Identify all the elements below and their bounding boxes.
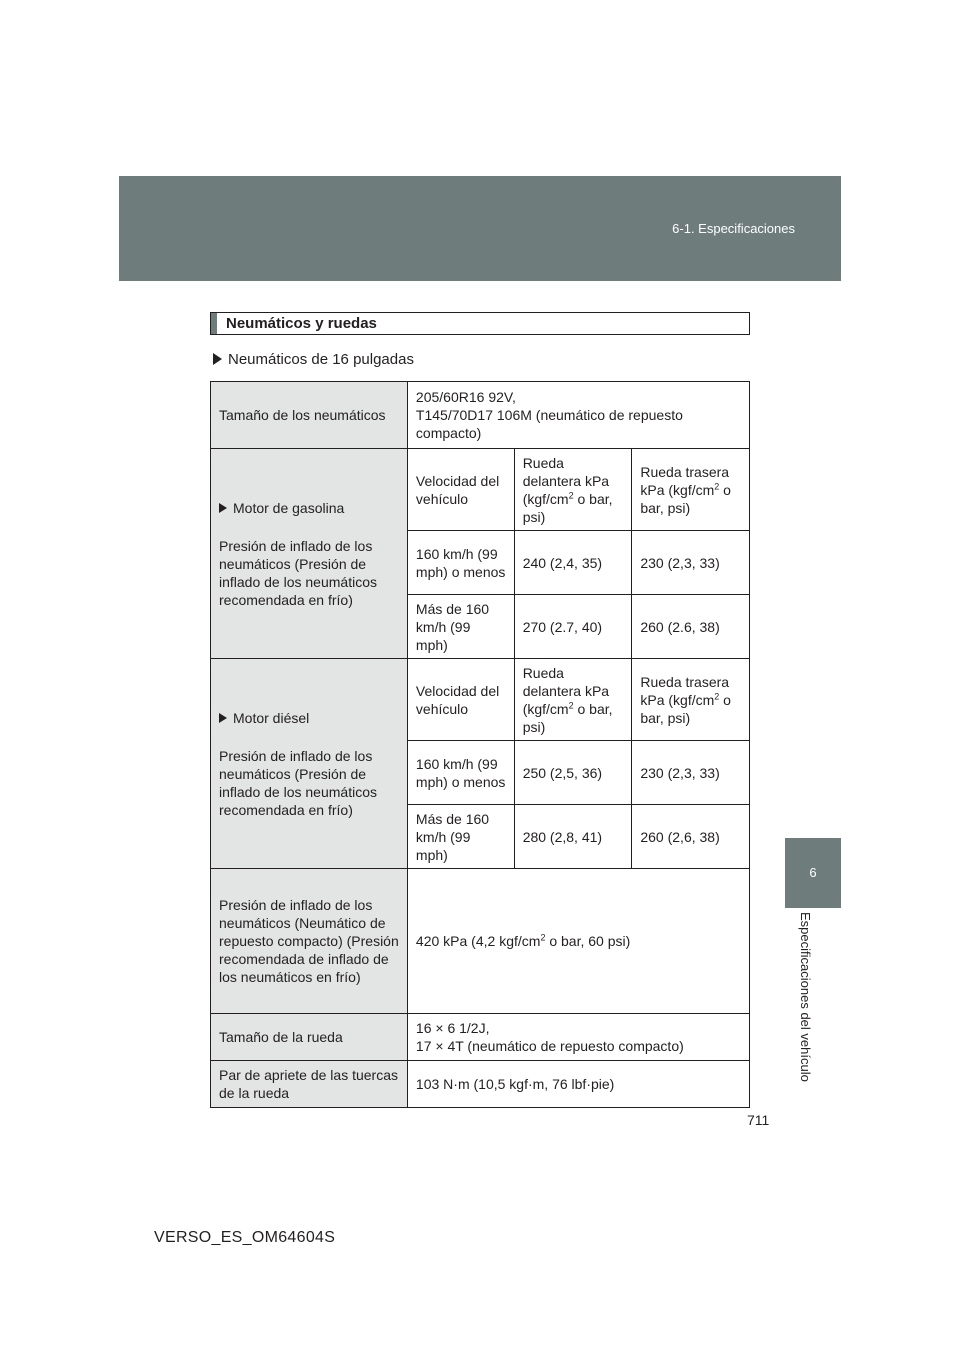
wheel-size-value (407, 1014, 749, 1061)
triangle-bullet-icon (219, 503, 227, 513)
triangle-bullet-icon (219, 713, 227, 723)
triangle-bullet-icon (213, 353, 222, 365)
gasoline-engine-text: Motor de gasolina (233, 499, 345, 516)
gasoline-col-front: Rueda delantera kPa ($kgf/cm^2$ o bar, psi) (514, 449, 632, 531)
table-row (211, 1061, 750, 1108)
tire-size-value (407, 382, 749, 449)
spec-table (210, 381, 750, 1108)
wheel-size-line2: 17 × 4T (neumático de repuesto compacto) (415, 1038, 684, 1054)
diesel-rear-1: 230 (2,3, 33) (632, 741, 750, 805)
gasoline-pressure-label: Presión de inflado de los neumáticos (Presión de inflado de los neumáticos recomendada en frío) (219, 537, 377, 608)
gasoline-col-rear: Rueda trasera kPa ($kgf/cm^2$ o bar, psi) (632, 449, 750, 531)
tire-size-line1: 205/60R16 92V, (415, 389, 516, 405)
diesel-speed-1: 160 km/h (99 mph) o menos (407, 741, 514, 805)
spare-value: 420 kPa (4,2 kgf/$cm^2$ o bar, 60 psi) (407, 869, 749, 1014)
torque-label: Par de apriete de las tuercas de la rueda (211, 1061, 408, 1108)
spare-label: Presión de inflado de los neumáticos (Neumático de repuesto compacto) (Presión recomendada de inflado de los neumáticos en frío) (211, 869, 408, 1014)
table-row (211, 382, 750, 449)
page-header (119, 176, 841, 281)
diesel-speed-2: Más de 160 km/h (99 mph) (407, 805, 514, 869)
section-title-bar (210, 312, 750, 335)
diesel-front-2: 280 (2,8, 41) (514, 805, 632, 869)
gasoline-front-2: 270 (2.7, 40) (514, 595, 632, 659)
diesel-rear-2: 260 (2,6, 38) (632, 805, 750, 869)
wheel-size-label: Tamaño de la rueda (211, 1014, 408, 1061)
chapter-title: Especificaciones del vehículo (798, 912, 813, 1082)
subheading (213, 351, 414, 368)
page-number: 711 (747, 1112, 770, 1128)
header-section: 6-1. Especificaciones (672, 221, 795, 236)
diesel-label-cell (211, 659, 408, 869)
table-row (211, 1014, 750, 1061)
diesel-col-speed: Velocidad del vehículo (407, 659, 514, 741)
gasoline-rear-1: 230 (2,3, 33) (632, 531, 750, 595)
gasoline-speed-2: Más de 160 km/h (99 mph) (407, 595, 514, 659)
gasoline-col-speed: Velocidad del vehículo (407, 449, 514, 531)
table-row (211, 869, 750, 1014)
document-code: VERSO_ES_OM64604S (154, 1229, 336, 1246)
gasoline-front-1: 240 (2,4, 35) (514, 531, 632, 595)
gasoline-speed-1: 160 km/h (99 mph) o menos (407, 531, 514, 595)
chapter-tab: 6 (785, 838, 841, 908)
table-row (211, 659, 750, 741)
diesel-engine (219, 709, 399, 727)
gasoline-engine (219, 499, 399, 517)
diesel-col-front: Rueda delantera kPa ($kgf/cm^2$ o bar, psi) (514, 659, 632, 741)
diesel-engine-text: Motor diésel (233, 709, 310, 726)
section-marker (211, 313, 217, 334)
torque-value: 103 N·m (10,5 kgf·m, 76 lbf·pie) (407, 1061, 749, 1108)
diesel-col-rear: Rueda trasera kPa ($kgf/cm^2$ o bar, psi) (632, 659, 750, 741)
tire-size-line2: T145/70D17 106M (neumático de repuesto compacto) (415, 407, 683, 441)
wheel-size-line1: 16 × 6 1/2J, (415, 1020, 490, 1036)
gasoline-label-cell (211, 449, 408, 659)
gasoline-rear-2: 260 (2.6, 38) (632, 595, 750, 659)
tire-size-label: Tamaño de los neumáticos (211, 382, 408, 449)
diesel-front-1: 250 (2,5, 36) (514, 741, 632, 805)
section-title: Neumáticos y ruedas (226, 315, 377, 332)
subheading-text: Neumáticos de 16 pulgadas (228, 351, 414, 368)
table-row (211, 449, 750, 531)
diesel-pressure-label: Presión de inflado de los neumáticos (Presión de inflado de los neumáticos recomendada en frío) (219, 747, 377, 818)
